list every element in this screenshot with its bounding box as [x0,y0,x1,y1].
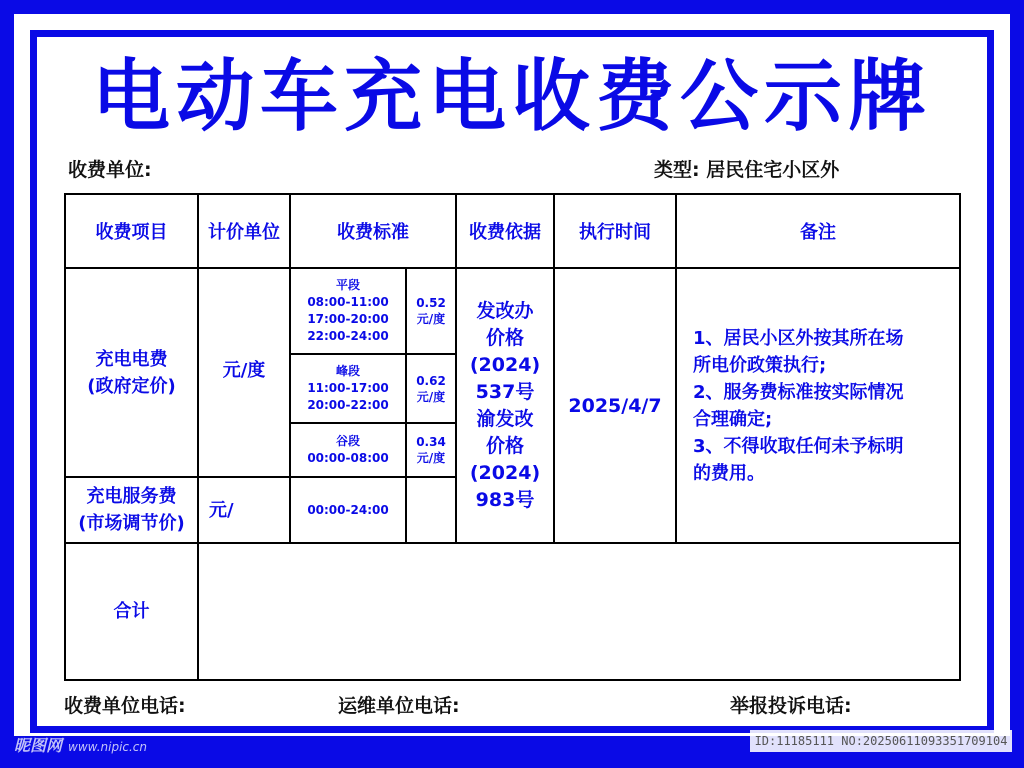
remark-line: 3、不得收取任何未予标明 [693,436,904,457]
header-fee-standard: 收费标准 [337,222,409,243]
watermark-id: ID:11185111 NO:20250611093351709104 [750,730,1012,752]
tier-time: 20:00-22:00 [307,398,389,412]
tier-price-value: 0.34 [416,435,446,449]
watermark-site [14,733,147,756]
tier-peak-times [291,355,405,422]
basis-line: 价格 [485,326,524,349]
header-fee-basis: 收费依据 [469,222,541,243]
tier-flat-times [291,269,405,353]
tier-peak-price [407,355,455,422]
service-time: 00:00-24:00 [307,502,389,517]
electricity-fee-name: 充电电费 [95,348,168,370]
tier-time: 08:00-11:00 [307,295,389,309]
tier-valley-price [407,424,455,476]
header-pricing-unit: 计价单位 [208,222,280,243]
tier-price-value: 0.62 [416,373,446,388]
tier-price-unit: 元/度 [416,312,446,326]
tier-name: 谷段 [335,434,360,448]
remarks-text [693,325,955,487]
electricity-fee-pricing-type: (政府定价) [87,375,176,397]
tier-time: 00:00-08:00 [307,451,389,465]
tier-price-unit: 元/度 [416,389,446,404]
tier-name: 平段 [335,278,360,292]
remark-line: 1、居民小区外按其所在场 [693,328,904,349]
unit-phone-label: 收费单位电话: [64,695,186,717]
basis-line: 537号 [475,380,535,403]
charging-unit-label: 收费单位: [68,159,152,181]
header-exec-time: 执行时间 [579,222,651,243]
total-label: 合计 [113,601,150,622]
sign-title: 电动车充电收费公示牌 [91,52,932,142]
tier-price-value: 0.52 [416,296,446,310]
tier-valley-times [291,424,405,476]
header-fee-item: 收费项目 [95,222,168,243]
basis-line: 渝发改 [476,407,534,430]
service-fee-pricing-type: (市场调节价) [78,513,185,534]
basis-line: (2024) [469,353,541,376]
service-fee-item [66,478,197,542]
service-unit: 元/ [209,499,234,521]
exec-date: 2025/4/7 [568,394,662,417]
tier-time: 17:00-20:00 [307,312,389,326]
table-rule [66,542,959,544]
tier-price-unit: 元/度 [416,451,446,465]
basis-line: 发改办 [476,299,534,322]
fee-table [64,193,961,681]
header-remarks: 备注 [800,222,836,243]
ops-phone-label: 运维单位电话: [338,695,460,717]
electricity-unit: 元/度 [222,360,266,381]
basis-line: 价格 [485,434,524,457]
service-fee-name: 充电服务费 [86,486,177,507]
complaint-phone-label: 举报投诉电话: [730,695,852,717]
watermark-site-name: 昵图网 [14,736,63,755]
electricity-fee-item [66,269,197,476]
remark-line: 的费用。 [693,463,765,484]
basis-line: (2024) [469,461,541,484]
remark-line: 合理确定; [693,409,773,430]
remark-line: 2、服务费标准按实际情况 [693,382,904,403]
tier-name: 峰段 [335,364,360,378]
tier-time: 22:00-24:00 [307,329,389,343]
watermark-site-url: www.nipic.cn [68,740,148,754]
tier-flat-price [407,269,455,353]
tier-time: 11:00-17:00 [307,381,389,395]
remark-line: 所电价政策执行; [693,355,827,376]
fee-basis-text [457,269,553,542]
basis-line: 983号 [475,488,535,511]
type-label: 类型: 居民住宅小区外 [654,159,840,181]
